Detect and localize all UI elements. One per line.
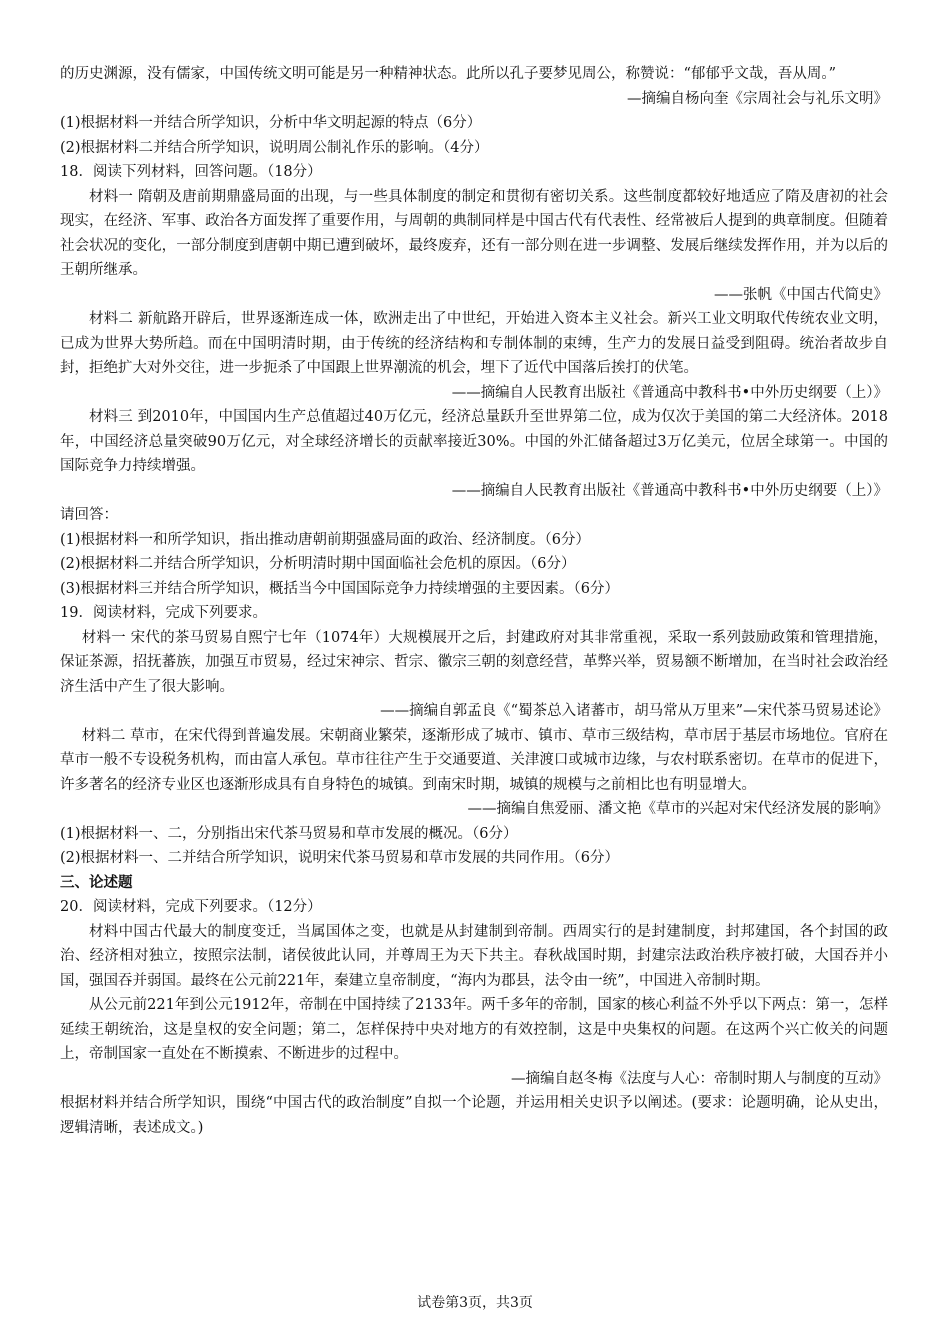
question-18-title: 18．阅读下列材料，回答问题。（18分） <box>60 164 322 180</box>
section-heading: 三、论述题 <box>60 874 133 891</box>
essay-task: 根据材料并结合所学知识，围绕“中国古代的政治制度”自拟一个论题，并运用相关史识予以阐述。(要求：论题明确，论从史出，逻辑清晰，表述成文。) <box>60 1095 888 1136</box>
material-paragraph: 材料一 宋代的茶马贸易自熙宁七年（1074年）大规模展开之后，封建政府对其非常重视，采取一系列鼓励政策和管理措施，保证茶源，招抚蕃族，加强互市贸易，经过宋神宗、哲宗、徽宗三朝的刻意经营，革弊兴举，贸易额不断增加，在当时社会政治经济生活中产生了很大影响。 <box>60 629 888 695</box>
source-citation: ——张帆《中国古代简史》 <box>714 286 888 303</box>
question-item: (3)根据材料三并结合所学知识，概括当今中国国际竞争力持续增强的主要因素。（6分） <box>60 580 620 597</box>
continuation-paragraph: 的历史渊源，没有儒家，中国传统文明可能是另一种精神状态。此所以孔子要梦见周公，称赞说：“郁郁乎文哉，吾从周。” <box>60 66 837 82</box>
question-item: (2)根据材料二并结合所学知识，说明周公制礼作乐的影响。（4分） <box>60 139 489 156</box>
source-citation: ——摘编自人民教育出版社《普通高中教科书•中外历史纲要（上）》 <box>451 384 888 401</box>
question-item: (1)根据材料一和所学知识，指出推动唐朝前期强盛局面的政治、经济制度。（6分） <box>60 531 591 548</box>
source-citation: —摘编自赵冬梅《法度与人心：帝制时期人与制度的互动》 <box>511 1070 888 1087</box>
question-19-title: 19．阅读材料，完成下列要求。 <box>60 605 267 621</box>
question-item: (1)根据材料一、二，分别指出宋代茶马贸易和草市发展的概况。（6分） <box>60 825 518 842</box>
material-paragraph: 从公元前221年到公元1912年，帝制在中国持续了2133年。两千多年的帝制，国家的核心利益不外乎以下两点：第一，怎样延续王朝统治，这是皇权的安全问题；第二，怎样保持中央对地方的有效控制，这是中央集权的问题。在这两个兴亡攸关的问题上，帝制国家一直处在不断摸索、不断进步的过程中。 <box>60 997 888 1062</box>
material-paragraph: 材料一 隋朝及唐前期鼎盛局面的出现，与一些具体制度的制定和贯彻有密切关系。这些制度都较好地适应了隋及唐初的社会现实，在经济、军事、政治各方面发挥了重要作用，与周朝的典制同样是中国古代有代表性、经常被后人提到的典章制度。但随着社会状况的变化，一部分制度到唐朝中期已遭到破坏，最终废弃，还有一部分则在进一步调整、发展后继续发挥作用，并为以后的王朝所继承。 <box>60 188 888 278</box>
question-item: (2)根据材料二并结合所学知识，分析明清时期中国面临社会危机的原因。（6分） <box>60 556 576 572</box>
source-citation: ——摘编自郭孟良《“蜀茶总入诸蕃市，胡马常从万里来”—宋代茶马贸易述论》 <box>380 703 888 719</box>
source-citation: —摘编自杨向奎《宗周社会与礼乐文明》 <box>627 90 888 107</box>
source-citation: ——摘编自人民教育出版社《普通高中教科书•中外历史纲要（上）》 <box>451 482 888 499</box>
material-paragraph: 材料二 新航路开辟后，世界逐渐连成一体，欧洲走出了中世纪，开始进入资本主义社会。新兴工业文明取代传统农业文明，已成为世界大势所趋。而在中国明清时期，由于传统的经济结构和专制体制的束缚，生产力的发展日益受到阻碍。统治者故步自封，拒绝扩大对外交往，进一步扼杀了中国跟上世界潮流的机会，埋下了近代中国落后挨打的伏笔。 <box>60 311 888 376</box>
answer-prompt: 请回答： <box>60 507 118 523</box>
page-footer: 试卷第3页，共3页 <box>417 1295 533 1311</box>
question-item: (1)根据材料一并结合所学知识，分析中华文明起源的特点（6分） <box>60 115 482 131</box>
source-citation: ——摘编自焦爱丽、潘文艳《草市的兴起对宋代经济发展的影响》 <box>467 801 888 817</box>
material-paragraph: 材料二 草市，在宋代得到普遍发展。宋朝商业繁荣，逐渐形成了城市、镇市、草市三级结构，草市居于基层市场地位。官府在草市一般不专设税务机构，而由富人承包。草市往往产生于交通要道、关津渡口或城市边缘，与农村联系密切。在草市的促进下，许多著名的经济专业区也逐渐形成具有自身特色的城镇。到南宋时期，城镇的规模与之前相比也有明显增大。 <box>60 727 888 793</box>
material-paragraph: 材料中国古代最大的制度变迁，当属国体之变，也就是从封建制到帝制。西周实行的是封建制度，封邦建国，各个封国的政治、经济相对独立，按照宗法制，诸侯彼此认同，并尊周王为天下共主。春秋战国时期，封建宗法政治秩序被打破，大国吞并小国，强国吞并弱国。最终在公元前221年，秦建立皇帝制度，“海内为郡县，法令由一统”，中国进入帝制时期。 <box>60 923 888 989</box>
question-item: (2)根据材料一、二并结合所学知识，说明宋代茶马贸易和草市发展的共同作用。（6分） <box>60 850 620 866</box>
material-paragraph: 材料三 到2010年，中国国内生产总值超过40万亿元，经济总量跃升至世界第二位，成为仅次于美国的第二大经济体。2018年，中国经济总量突破90万亿元，对全球经济增长的贡献率接近30%。中国的外汇储备超过3万亿美元，位居全球第一。中国的国际竞争力持续增强。 <box>60 409 888 474</box>
question-20-title: 20．阅读材料，完成下列要求。（12分） <box>60 899 322 915</box>
